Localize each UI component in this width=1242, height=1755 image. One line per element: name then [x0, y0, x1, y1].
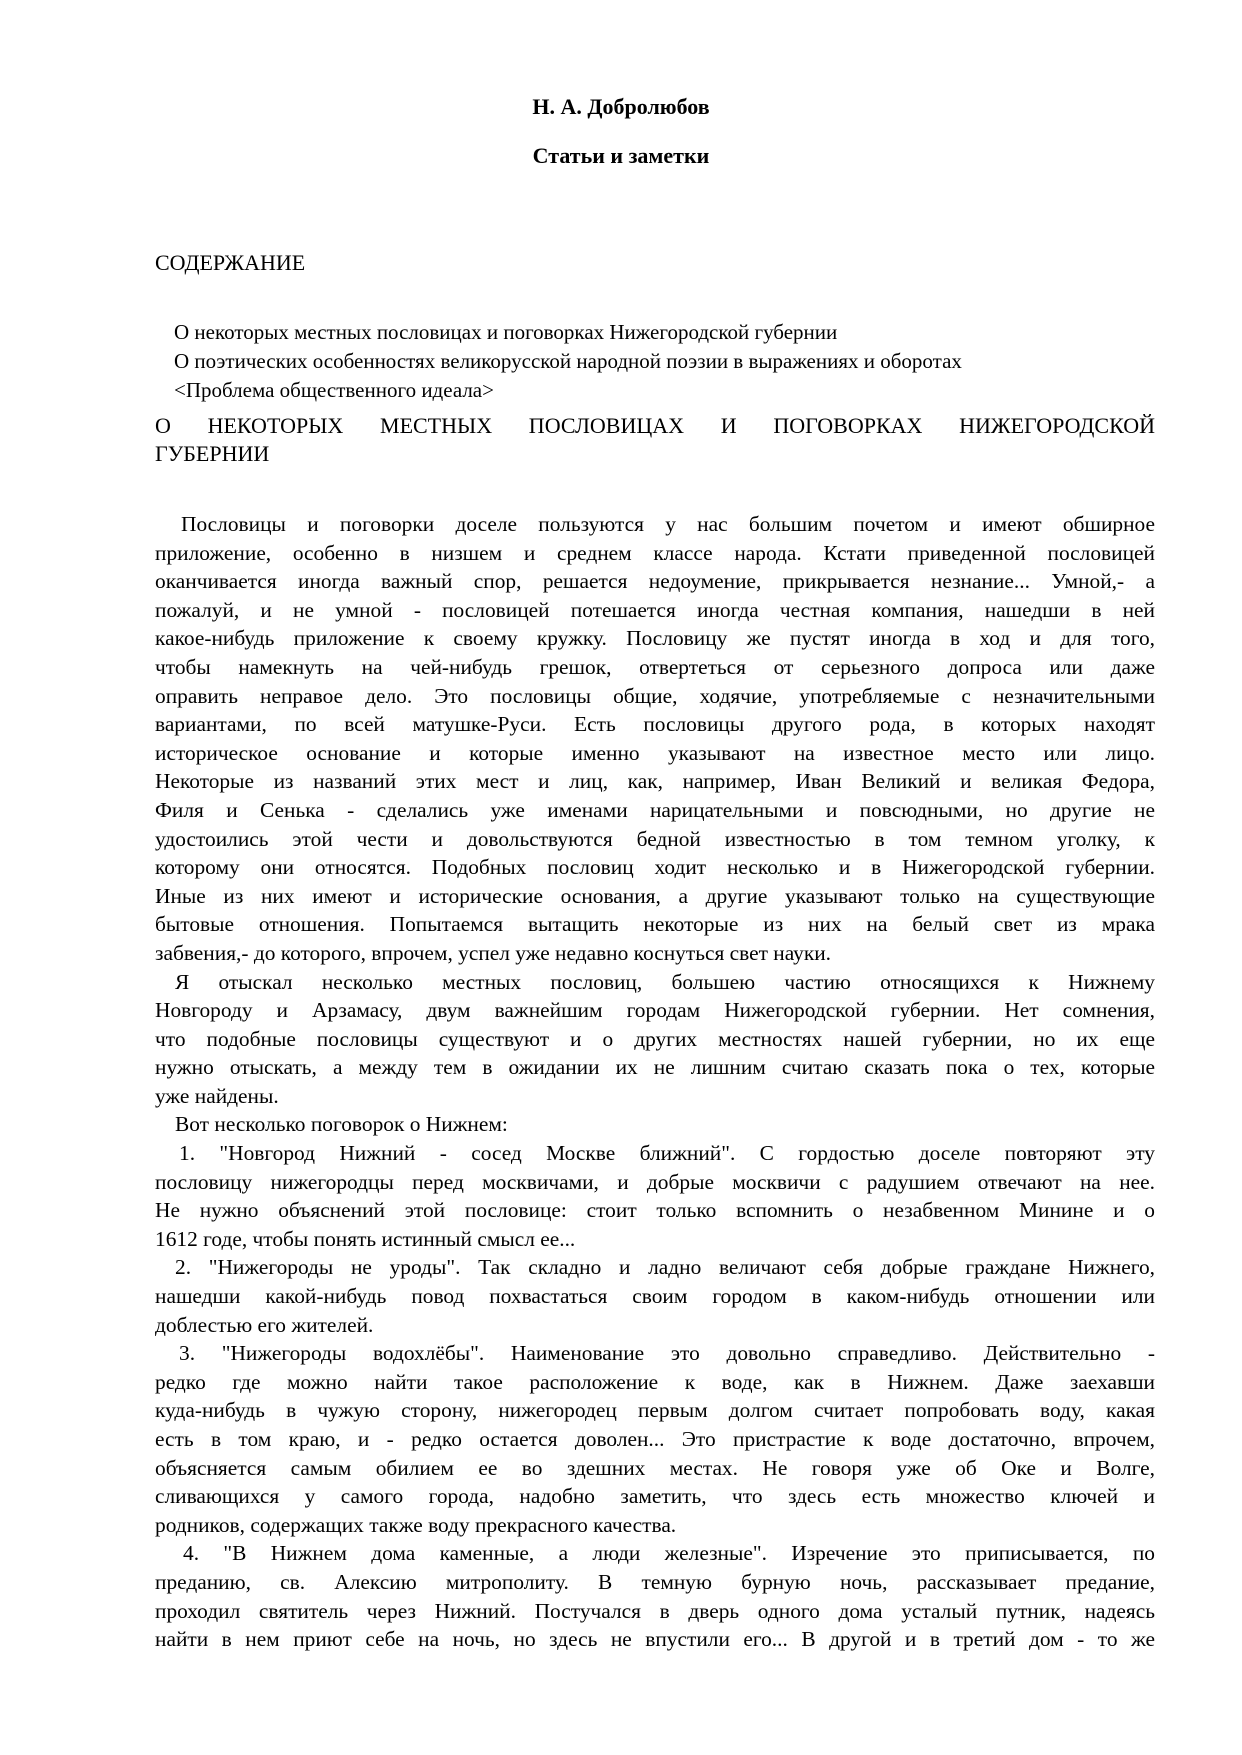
text-line: уже найдены.: [155, 1083, 279, 1108]
text-line: нашедши какой-нибудь повод похвастаться своим городом в каком-нибудь отношении или: [155, 1284, 1155, 1309]
text-line: объясняется самым обилием ее во здешних местах. Не говоря уже об Оке и Волге,: [155, 1455, 1155, 1480]
text-line: чтобы намекнуть на чей-нибудь грешок, отвертеться от серьезного допроса или даже: [155, 654, 1155, 679]
text-line: оканчивается иногда важный спор, решается недоумение, прикрывается незнание... Умной,- а: [155, 569, 1155, 594]
text-line: куда-нибудь в чужую сторону, нижегородец первым долгом считает попробовать воду, какая: [155, 1398, 1155, 1423]
text-line: Иные из них имеют и исторические основания, а другие указывают только на существующие: [155, 883, 1155, 908]
text-line: вариантами, по всей матушке-Руси. Есть пословицы другого рода, в которых находят: [155, 712, 1155, 737]
text-line: проходил святитель через Нижний. Постучался в дверь одного дома усталый путник, надеясь: [155, 1598, 1155, 1623]
text-line: найти в нем приют себе на ночь, но здесь не впустили его... В другой и в третий дом - то же: [155, 1627, 1155, 1652]
toc-item[interactable]: О некоторых местных пословицах и поговорках Нижегородской губернии: [174, 320, 838, 344]
section-title: [155, 412, 1155, 468]
book-title: Статьи и заметки: [532, 143, 710, 168]
text-line: какое-нибудь приложение к своему кружку. Пословицу же пустят иногда в ход и для того,: [155, 626, 1155, 651]
text-line: оправить неправое дело. Это пословицы общие, ходячие, употребляемые с незначительными: [155, 683, 1155, 708]
text-line: 1612 годе, чтобы понять истинный смысл ее...: [155, 1226, 576, 1251]
text-line: Некоторые из названий этих мест и лиц, как, например, Иван Великий и великая Федора,: [155, 769, 1155, 794]
text-line: что подобные пословицы существуют и о других местностях нашей губернии, но их еще: [155, 1026, 1155, 1051]
text-line: Филя и Сенька - сделались уже именами нарицательными и повсюдными, но другие не: [155, 797, 1155, 822]
text-line: пожалуй, и не умной - пословицей потешается иногда честная компания, нашедши в ней: [155, 597, 1155, 622]
text-line: 1. "Новгород Нижний - сосед Москве ближний". С гордостью доселе повторяют эту: [179, 1141, 1155, 1166]
text-line: Пословицы и поговорки доселе пользуются у нас большим почетом и имеют обширное: [181, 512, 1155, 536]
text-line: сливающихся у самого города, надобно заметить, что здесь есть множество ключей и: [155, 1484, 1155, 1509]
text-line: редко где можно найти такое расположение к воде, как в Нижнем. Даже заехавши: [155, 1369, 1155, 1394]
table-of-contents: [174, 318, 1174, 405]
text-line: родников, содержащих также воду прекрасного качества.: [155, 1512, 677, 1537]
text-line: пословицу нижегородцы перед москвичами, и добрые москвичи с радушием отвечают на нее.: [155, 1169, 1155, 1194]
text-line: удостоились этой чести и довольствуются бедной известностью в том темном уголку, к: [155, 826, 1155, 851]
toc-heading: СОДЕРЖАНИЕ: [155, 250, 306, 275]
section-title-line: О НЕКОТОРЫХ МЕСТНЫХ ПОСЛОВИЦАХ И ПОГОВОРКАХ НИЖЕГОРОДСКОЙ: [155, 413, 1155, 438]
text-line: 4. "В Нижнем дома каменные, а люди железные". Изречение это приписывается, по: [183, 1541, 1155, 1566]
text-line: бытовые отношения. Попытаемся вытащить некоторые из них на белый свет из мрака: [155, 912, 1155, 937]
body-text: [155, 510, 1155, 1654]
author-name: Н. А. Добролюбов: [532, 94, 710, 119]
toc-item[interactable]: О поэтических особенностях великорусской народной поэзии в выражениях и оборотах: [174, 349, 962, 373]
text-line: забвения,- до которого, впрочем, успел уже недавно коснуться свет науки.: [155, 940, 832, 965]
text-line: Не нужно объяснений этой пословице: стоит только вспомнить о незабвенном Минине и о: [155, 1198, 1155, 1223]
text-line: Я отыскал несколько местных пословиц, большею частию относящихся к Нижнему: [175, 969, 1155, 994]
text-line: преданию, св. Алексию митрополиту. В темную бурную ночь, рассказывает предание,: [155, 1569, 1155, 1594]
text-line: 3. "Нижегороды водохлёбы". Наименование это довольно справедливо. Действительно -: [179, 1341, 1155, 1366]
text-line: Новгороду и Арзамасу, двум важнейшим городам Нижегородской губернии. Нет сомнения,: [155, 998, 1155, 1023]
section-title-line: ГУБЕРНИИ: [155, 441, 270, 466]
text-line: доблестью его жителей.: [155, 1312, 374, 1337]
text-line: историческое основание и которые именно указывают на известное место или лицо.: [155, 740, 1155, 765]
text-line: которому они относятся. Подобных пословиц ходит несколько и в Нижегородской губернии.: [155, 855, 1155, 880]
text-line: приложение, особенно в низшем и среднем классе народа. Кстати приведенной пословицей: [155, 540, 1155, 565]
text-line: нужно отыскать, а между тем в ожидании их не лишним считаю сказать пока о тех, которые: [155, 1055, 1155, 1080]
toc-item[interactable]: <Проблема общественного идеала>: [174, 378, 494, 402]
text-line: 2. "Нижегороды не уроды". Так складно и ладно величают себя добрые граждане Нижнего,: [175, 1255, 1155, 1280]
text-line: Вот несколько поговорок о Нижнем:: [175, 1112, 508, 1137]
text-line: есть в том краю, и - редко остается доволен... Это пристрастие к воде достаточно, впрочем,: [155, 1427, 1155, 1451]
